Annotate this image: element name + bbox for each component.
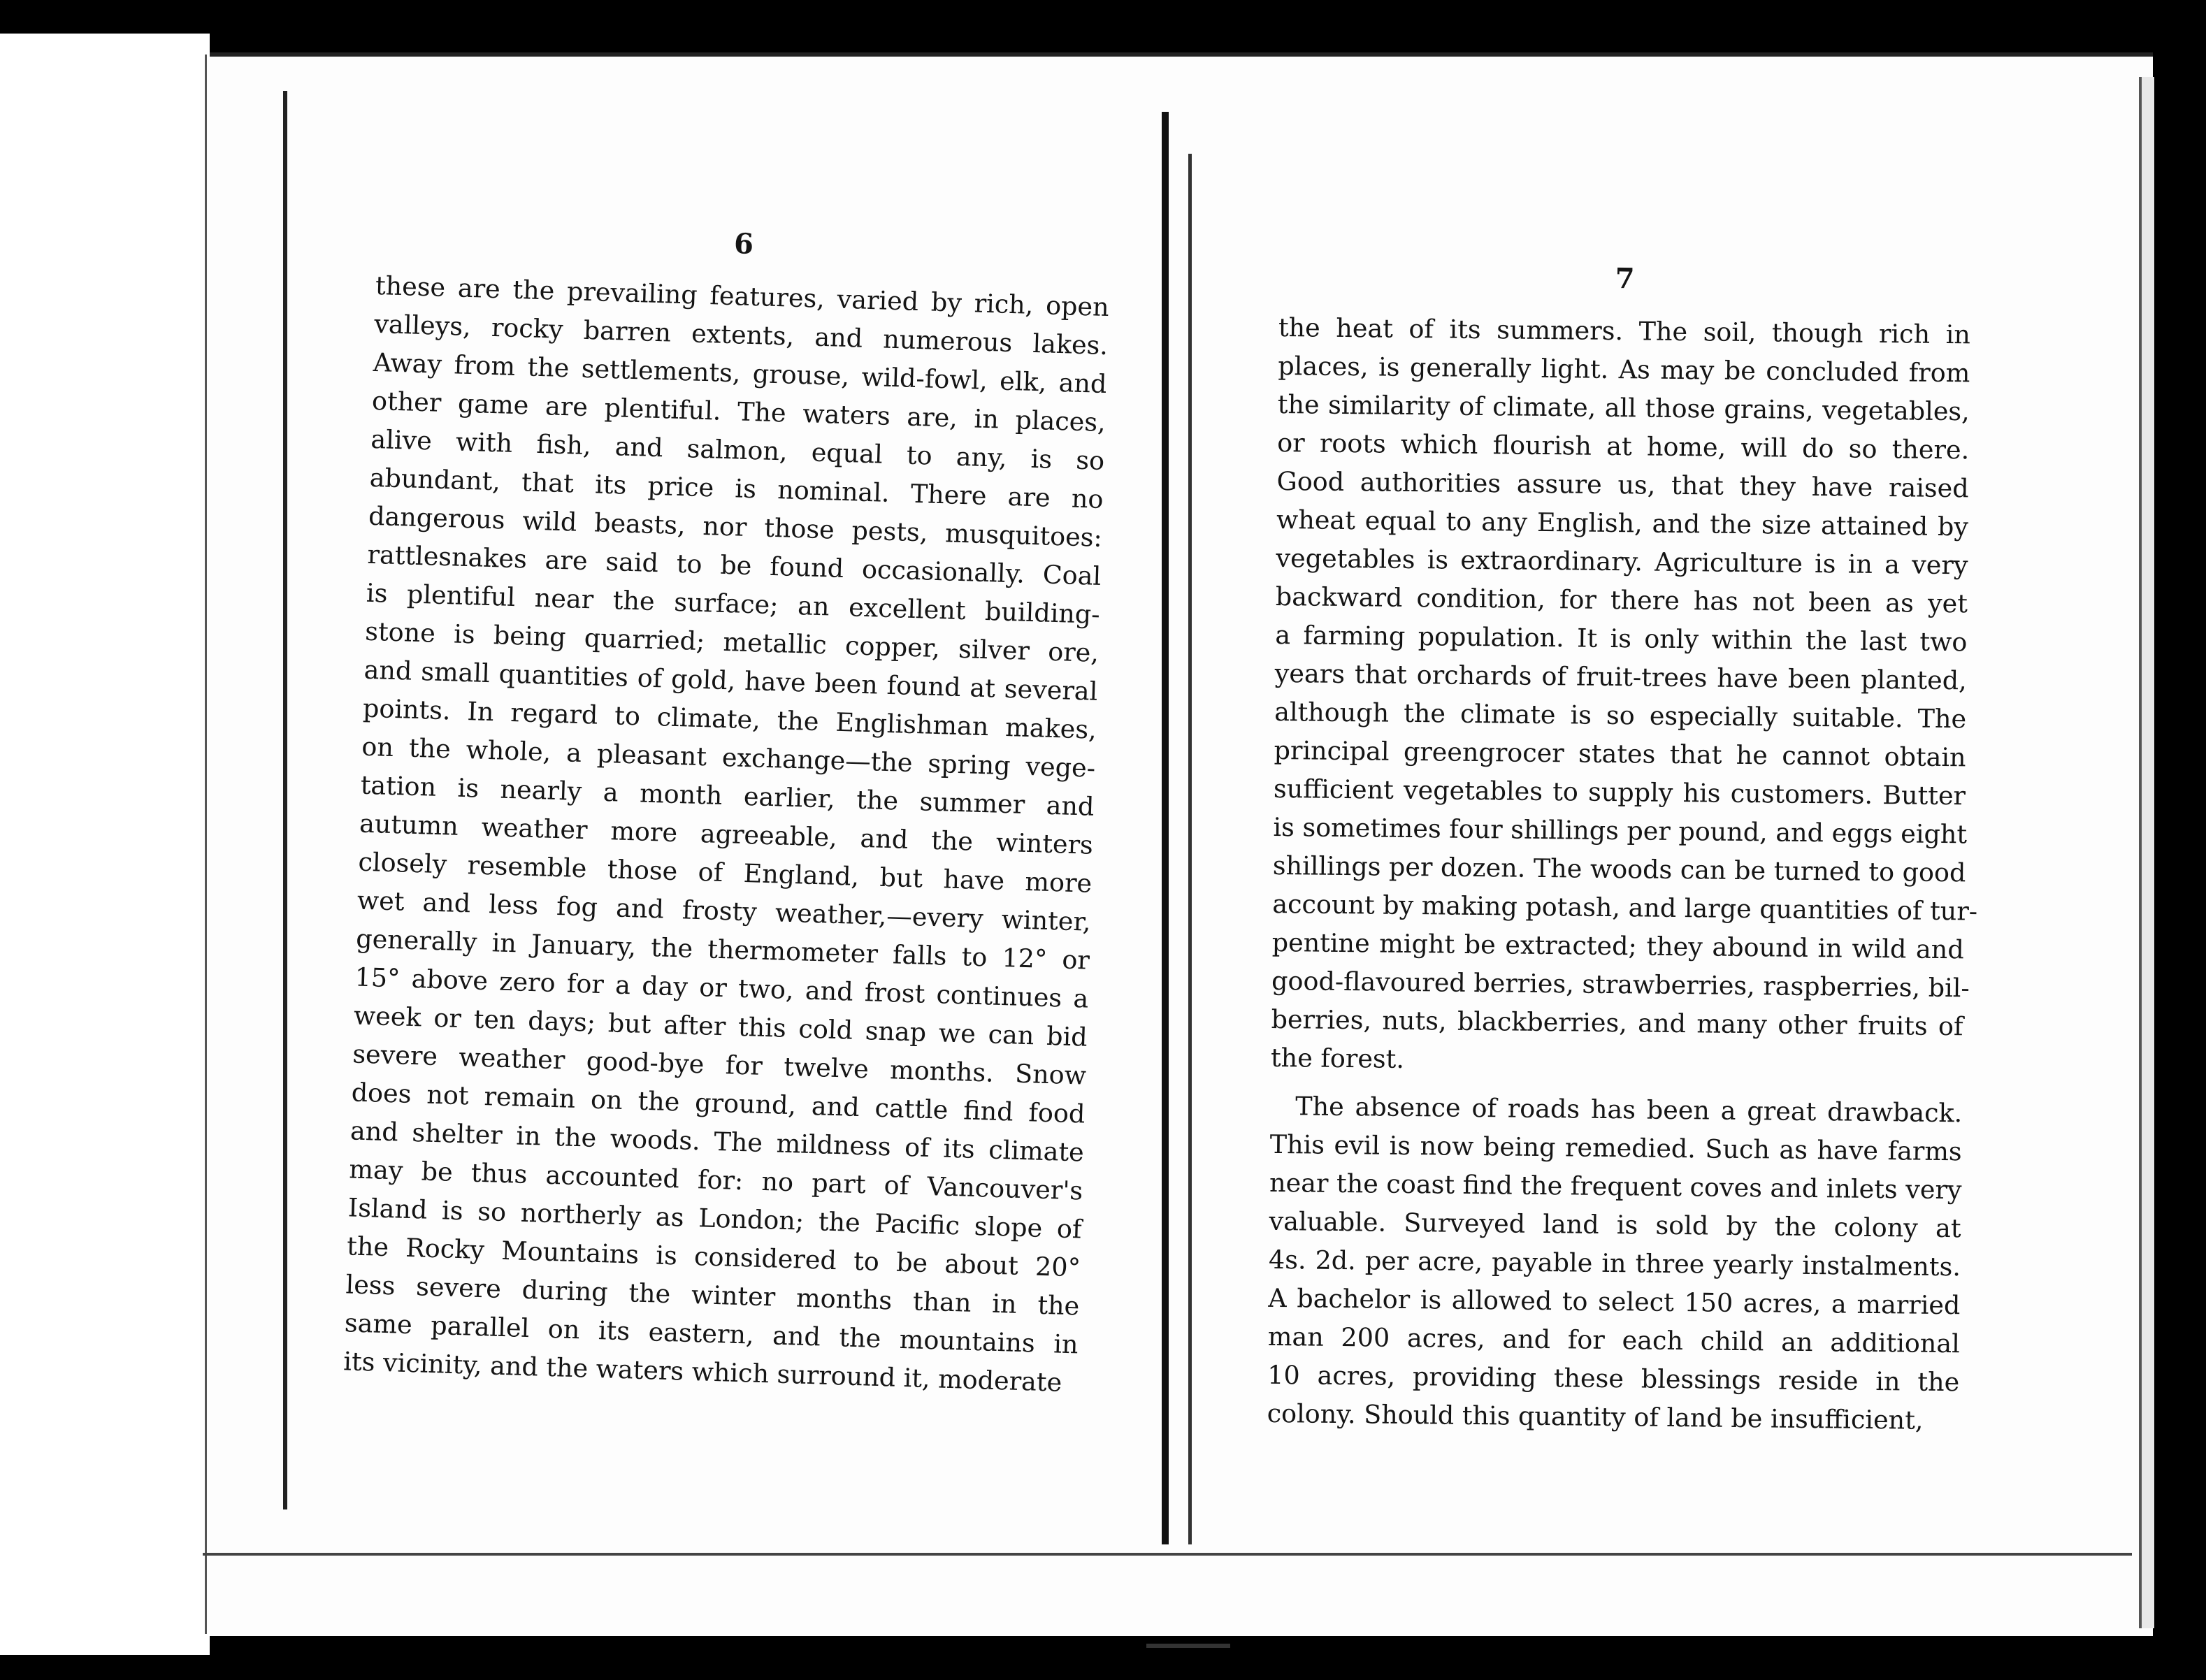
text-line: alive with fish, and salmon, equal to any, is so xyxy=(370,423,1105,476)
text-line: man 200 acres, and for each child an additional xyxy=(1267,1321,1961,1359)
text-line: on the whole, a pleasant exchange—the spring vege- xyxy=(361,731,1096,783)
text-line: valuable. Surveyed land is sold by the colony at xyxy=(1269,1205,1961,1244)
text-line: the forest. xyxy=(1270,1042,1405,1074)
text-line: abundant, that its price is nominal. There are no xyxy=(369,462,1104,514)
text-line: pentine might be extracted; they abound in wild and xyxy=(1271,927,1964,965)
right-page-edge xyxy=(2139,77,2154,1628)
text-line: may be thus accounted for: no part of Vancouver's xyxy=(348,1154,1083,1206)
text-line: is plentiful near the surface; an excellent building- xyxy=(366,577,1101,630)
text-line: vegetables is extraordinary. Agriculture is in a very xyxy=(1276,542,1968,581)
text-line: valleys, rocky barren extents, and numerous lakes. xyxy=(373,308,1109,361)
text-line: tation is nearly a month earlier, the summer and xyxy=(360,769,1095,822)
left-page xyxy=(343,217,1111,1402)
text-line: the similarity of climate, all those grains, vegetables, xyxy=(1277,389,1970,427)
text-line: and small quantities of gold, have been found at several xyxy=(363,654,1098,707)
footer-mark xyxy=(1146,1644,1230,1648)
gutter-shadow xyxy=(1188,154,1192,1544)
text-line: account by making potash, and large quantities of tur- xyxy=(1272,888,1978,927)
text-line: 4s. 2d. per acre, payable in three yearly instalments. xyxy=(1268,1244,1961,1282)
text-line: and shelter in the woods. The mildness of its climate xyxy=(349,1115,1085,1168)
text-line: stone is being quarried; metallic copper, silver ore, xyxy=(364,616,1100,668)
left-page-edge xyxy=(0,34,210,1655)
text-line: wheat equal to any English, and the size attained by xyxy=(1276,504,1969,542)
text-line: the Rocky Mountains is considered to be about 20° xyxy=(346,1231,1081,1283)
text-line: This evil is now being remedied. Such as have farms xyxy=(1269,1129,1962,1167)
text-line: 10 acres, providing these blessings reside in the xyxy=(1267,1359,1960,1398)
text-line: a farming population. It is only within the last two xyxy=(1275,619,1968,658)
text-line: Island is so northerly as London; the Pacific slope of xyxy=(347,1192,1083,1245)
text-line: severe weather good-bye for twelve months. Snow xyxy=(352,1038,1087,1091)
text-line: 15° above zero for a day or two, and frost continues a xyxy=(354,962,1089,1014)
text-line: although the climate is so especially suitable. The xyxy=(1274,696,1967,734)
text-line: sufficient vegetables to supply his customers. Butter xyxy=(1273,773,1966,811)
right-page-number: 7 xyxy=(1615,262,1635,296)
text-line: rattlesnakes are said to be found occasionally. Coal xyxy=(367,539,1102,591)
text-line: its vicinity, and the waters which surround it, moderate xyxy=(343,1346,1062,1398)
right-paragraph-1 xyxy=(1270,308,1978,1084)
right-page xyxy=(1267,259,1978,1440)
text-line: A bachelor is allowed to select 150 acres, a married xyxy=(1268,1282,1961,1321)
text-line: The absence of roads has been a great drawback. xyxy=(1295,1091,1963,1129)
text-line: other game are plentiful. The waters are, in places, xyxy=(371,385,1106,438)
text-line: berries, nuts, blackberries, and many other fruits of xyxy=(1271,1004,1963,1042)
text-line: places, is generally light. As may be concluded from xyxy=(1278,350,1970,389)
bottom-rule xyxy=(203,1553,2132,1556)
text-line: less severe during the winter months than in the xyxy=(345,1269,1080,1321)
text-line: colony. Should this quantity of land be insufficient, xyxy=(1267,1398,1924,1435)
text-line: backward condition, for there has not been as yet xyxy=(1275,581,1968,619)
left-page-number: 6 xyxy=(733,227,754,261)
text-line: autumn weather more agreeable, and the winters xyxy=(359,808,1094,860)
text-line: or roots which flourish at home, will do so there. xyxy=(1277,427,1970,465)
text-line: does not remain on the ground, and cattle find food xyxy=(351,1077,1086,1129)
text-line: week or ten days; but after this cold snap we can bid xyxy=(353,1000,1088,1052)
left-page-text xyxy=(343,266,1110,1402)
text-line: these are the prevailing features, varied by rich, open xyxy=(375,270,1110,323)
text-line: points. In regard to climate, the Englishman makes, xyxy=(362,693,1097,745)
text-line: wet and less fog and frosty weather,—every winter, xyxy=(356,885,1092,937)
text-line: generally in January, the thermometer falls to 12° or xyxy=(355,923,1090,976)
text-line: same parallel on its eastern, and the mountains in xyxy=(344,1308,1079,1360)
text-line: dangerous wild beasts, nor those pests, musquitoes: xyxy=(368,500,1103,553)
text-line: Away from the settlements, grouse, wild-fowl, elk, and xyxy=(373,347,1107,400)
text-line: years that orchards of fruit-trees have been planted, xyxy=(1274,658,1967,696)
text-line: Good authorities assure us, that they have raised xyxy=(1276,465,1969,504)
book-gutter xyxy=(1162,112,1169,1544)
text-line: near the coast find the frequent coves and inlets very xyxy=(1269,1167,1962,1205)
left-margin-rule xyxy=(283,91,287,1509)
text-line: principal greengrocer states that he cannot obtain xyxy=(1274,734,1966,773)
right-paragraph-2 xyxy=(1267,1087,1962,1440)
text-line: is sometimes four shillings per pound, and eggs eight xyxy=(1273,811,1968,850)
text-line: good-flavoured berries, strawberries, raspberries, bil- xyxy=(1271,965,1970,1004)
text-line: the heat of its summers. The soil, though rich in xyxy=(1278,312,1971,350)
text-line: shillings per dozen. The woods can be turned to good xyxy=(1272,850,1966,888)
text-line: closely resemble those of England, but have more xyxy=(357,846,1093,899)
